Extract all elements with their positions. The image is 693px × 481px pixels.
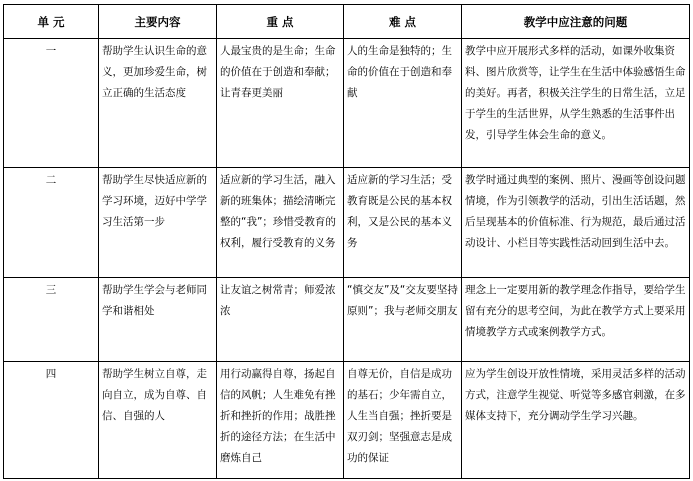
key-cell: 让友谊之树常青；师爱浓浓	[217, 278, 344, 362]
unit-cell: 二	[4, 168, 99, 278]
difficult-cell: 人的生命是独特的；生命的价值在于创造和奉献	[344, 39, 462, 168]
content-cell: 帮助学生学会与老师同学和谐相处	[99, 278, 217, 362]
difficult-cell: 自尊无价，自信是成功的基石；少年需自立，人生当自强；挫折要是双刃剑；坚强意志是成功的保证	[344, 362, 462, 479]
header-main-content: 主要内容	[99, 5, 217, 39]
unit-cell: 三	[4, 278, 99, 362]
header-key-points: 重 点	[217, 5, 344, 39]
difficult-cell: 适应新的学习生活；受教育既是公民的基本权利，又是公民的基本义务	[344, 168, 462, 278]
key-cell: 适应新的学习生活，融入新的班集体；描绘清晰完整的“我”；珍惜受教育的权利，履行受教育的义务	[217, 168, 344, 278]
notes-cell: 教学中应开展形式多样的活动，如课外收集资料、图片欣赏等，让学生在生活中体验感悟生命的美好。再者，积极关注学生的日常生活，立足于学生的生活世界，从学生熟悉的生活事件出发，引导学生体会生命的意义。	[462, 39, 690, 168]
table-row	[4, 168, 690, 278]
table-header-row	[4, 5, 690, 39]
content-cell: 帮助学生尽快适应新的学习环境，迈好中学学习生活第一步	[99, 168, 217, 278]
lesson-plan-table	[3, 4, 690, 479]
difficult-cell: “慎交友”及“交友要坚持原则”；我与老师交朋友	[344, 278, 462, 362]
key-cell: 人最宝贵的是生命；生命的价值在于创造和奉献；让青春更美丽	[217, 39, 344, 168]
notes-cell: 应为学生创设开放性情境，采用灵活多样的活动方式，注意学生视觉、听觉等多感官刺激，在多媒体支持下，充分调动学生学习兴趣。	[462, 362, 690, 479]
notes-cell: 教学时通过典型的案例、照片、漫画等创设问题情境，作为引领教学的活动，引出生活话题，然后呈现基本的价值标准、行为规范，最后通过活动设计、小栏目等实践性活动回到生活中去。	[462, 168, 690, 278]
table-row	[4, 39, 690, 168]
unit-cell: 四	[4, 362, 99, 479]
notes-cell: 理念上一定要用新的教学理念作指导，要给学生留有充分的思考空间，为此在教学方式上要采用情境教学方式或案例教学方式。	[462, 278, 690, 362]
content-cell: 帮助学生树立自尊，走向自立，成为自尊、自信、自强的人	[99, 362, 217, 479]
content-cell: 帮助学生认识生命的意义，更加珍爱生命，树立正确的生活态度	[99, 39, 217, 168]
unit-cell: 一	[4, 39, 99, 168]
header-teaching-notes: 教学中应注意的问题	[462, 5, 690, 39]
header-difficult-points: 难 点	[344, 5, 462, 39]
header-unit: 单 元	[4, 5, 99, 39]
table-row	[4, 362, 690, 479]
table-row	[4, 278, 690, 362]
key-cell: 用行动赢得自尊，扬起自信的风帆；人生难免有挫折和挫折的作用；战胜挫折的途径方法；在生活中磨炼自己	[217, 362, 344, 479]
